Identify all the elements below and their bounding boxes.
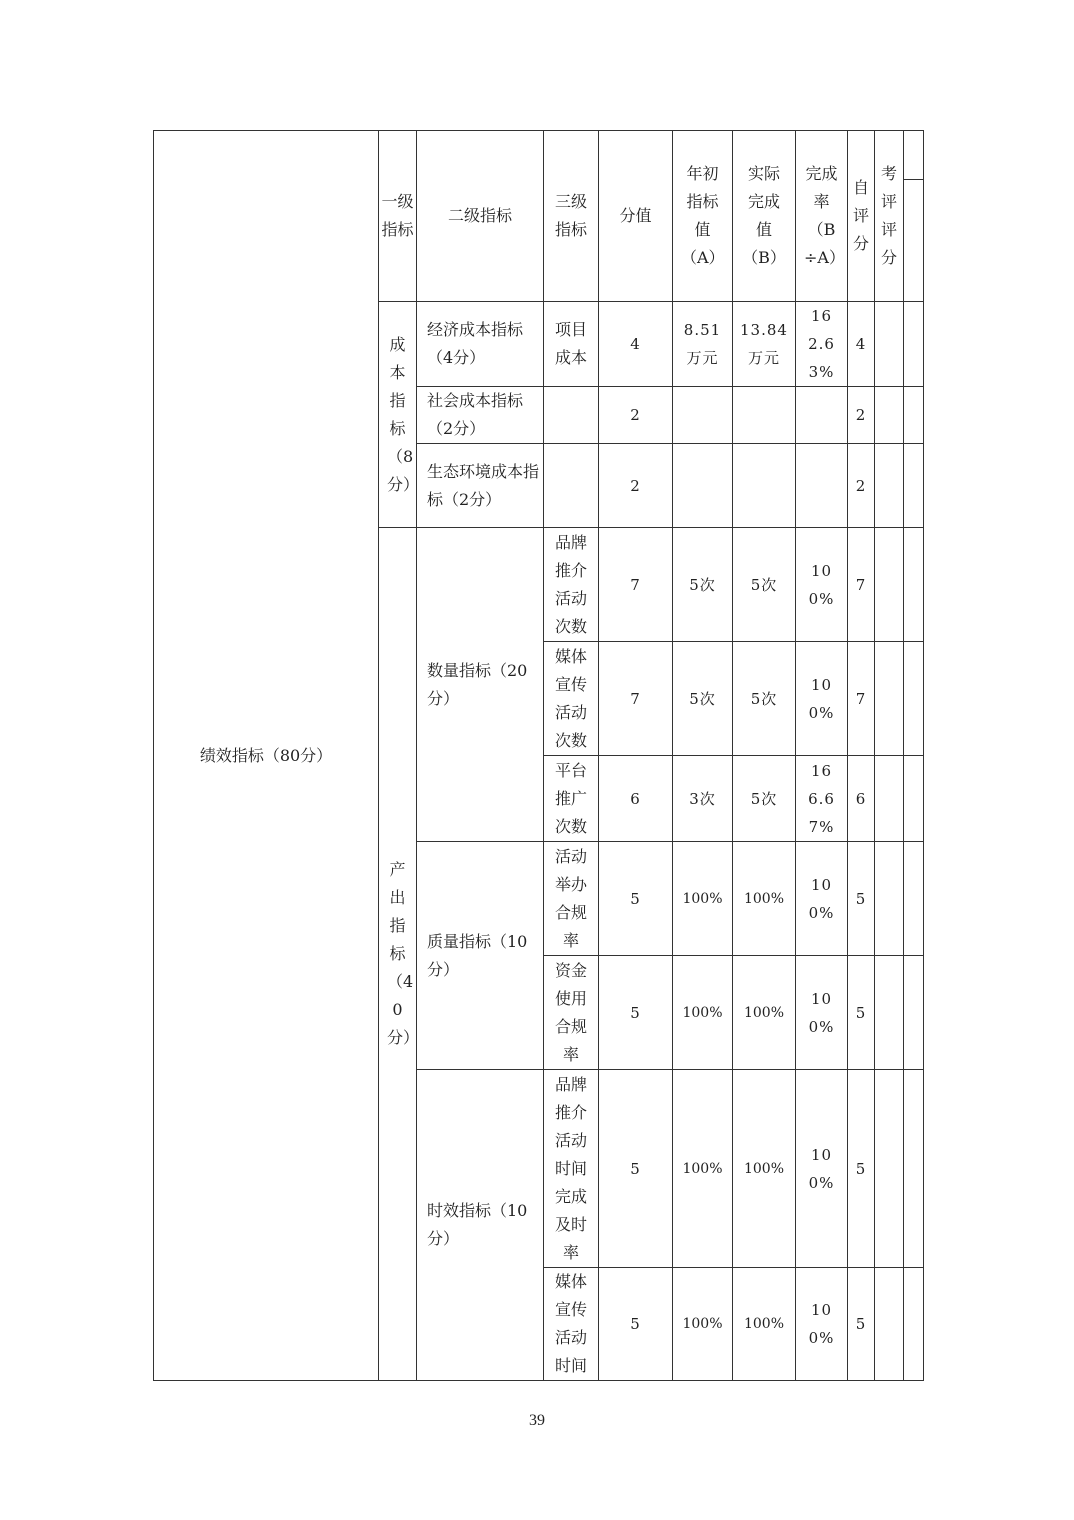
row-review-score xyxy=(875,642,904,756)
row-level3: 品牌推介活动次数 xyxy=(544,528,599,642)
row-level3: 品牌推介活动时间完成及时率 xyxy=(544,1070,599,1268)
row-self-score: 5 xyxy=(848,842,875,956)
row-self-score: 5 xyxy=(848,1268,875,1381)
row-self-score: 7 xyxy=(848,528,875,642)
row-blank xyxy=(904,387,924,444)
header-blank-cell xyxy=(904,131,924,302)
row-review-score xyxy=(875,842,904,956)
row-score: 7 xyxy=(599,642,673,756)
row-score: 5 xyxy=(599,956,673,1070)
performance-indicator-table xyxy=(153,130,924,1381)
row-blank xyxy=(904,1268,924,1381)
row-target: 3次 xyxy=(673,756,733,842)
header-target: 年初指标值（A） xyxy=(673,131,733,302)
row-self-score: 4 xyxy=(848,302,875,387)
row-score: 5 xyxy=(599,1268,673,1381)
row-actual xyxy=(733,444,796,528)
group-cost: 成本指标（8分） xyxy=(379,302,417,528)
header-rate: 完成率（B÷A） xyxy=(796,131,848,302)
row-actual xyxy=(733,387,796,444)
row-actual: 100% xyxy=(733,956,796,1070)
row-blank xyxy=(904,756,924,842)
row-score: 2 xyxy=(599,444,673,528)
row-level3: 媒体宣传活动时间 xyxy=(544,1268,599,1381)
row-self-score: 2 xyxy=(848,444,875,528)
row-target xyxy=(673,387,733,444)
row-level2: 数量指标（20分） xyxy=(417,528,544,842)
row-level3: 平台推广次数 xyxy=(544,756,599,842)
header-review-score: 考评评分 xyxy=(875,131,904,302)
row-level3 xyxy=(544,444,599,528)
row-level3: 项目成本 xyxy=(544,302,599,387)
row-actual: 100% xyxy=(733,1070,796,1268)
row-rate: 100% xyxy=(796,1070,848,1268)
row-actual: 5次 xyxy=(733,528,796,642)
row-level3: 资金使用合规率 xyxy=(544,956,599,1070)
row-level2: 社会成本指标（2分） xyxy=(417,387,544,444)
header-row xyxy=(154,131,924,302)
row-blank xyxy=(904,642,924,756)
header-actual: 实际完成值（B） xyxy=(733,131,796,302)
row-self-score: 7 xyxy=(848,642,875,756)
row-actual: 13.84万元 xyxy=(733,302,796,387)
row-review-score xyxy=(875,1268,904,1381)
row-score: 4 xyxy=(599,302,673,387)
row-rate xyxy=(796,387,848,444)
row-level2: 生态环境成本指标（2分） xyxy=(417,444,544,528)
row-score: 6 xyxy=(599,756,673,842)
row-score: 7 xyxy=(599,528,673,642)
row-review-score xyxy=(875,387,904,444)
row-self-score: 2 xyxy=(848,387,875,444)
row-target: 100% xyxy=(673,842,733,956)
header-level3: 三级指标 xyxy=(544,131,599,302)
row-target: 8.51万元 xyxy=(673,302,733,387)
header-score: 分值 xyxy=(599,131,673,302)
row-rate: 100% xyxy=(796,842,848,956)
row-level3 xyxy=(544,387,599,444)
header-self-score: 自评分 xyxy=(848,131,875,302)
row-level2: 质量指标（10分） xyxy=(417,842,544,1070)
row-rate: 100% xyxy=(796,528,848,642)
row-rate xyxy=(796,444,848,528)
row-level2: 经济成本指标（4分） xyxy=(417,302,544,387)
row-self-score: 6 xyxy=(848,756,875,842)
row-level3: 媒体宣传活动次数 xyxy=(544,642,599,756)
row-self-score: 5 xyxy=(848,1070,875,1268)
row-review-score xyxy=(875,956,904,1070)
row-actual: 5次 xyxy=(733,642,796,756)
row-score: 5 xyxy=(599,1070,673,1268)
row-review-score xyxy=(875,302,904,387)
row-score: 2 xyxy=(599,387,673,444)
row-target: 100% xyxy=(673,956,733,1070)
row-target xyxy=(673,444,733,528)
header-divider xyxy=(904,131,923,180)
section-label: 绩效指标（80分） xyxy=(154,131,379,1381)
row-blank xyxy=(904,302,924,387)
row-target: 100% xyxy=(673,1070,733,1268)
row-actual: 5次 xyxy=(733,756,796,842)
row-rate: 166.67% xyxy=(796,756,848,842)
row-actual: 100% xyxy=(733,1268,796,1381)
group-output: 产出指标（40分） xyxy=(379,528,417,1381)
row-blank xyxy=(904,1070,924,1268)
row-rate: 100% xyxy=(796,956,848,1070)
row-blank xyxy=(904,528,924,642)
row-target: 100% xyxy=(673,1268,733,1381)
header-level2: 二级指标 xyxy=(417,131,544,302)
row-level3: 活动举办合规率 xyxy=(544,842,599,956)
row-rate: 100% xyxy=(796,642,848,756)
row-blank xyxy=(904,842,924,956)
row-rate: 162.63% xyxy=(796,302,848,387)
row-review-score xyxy=(875,1070,904,1268)
row-review-score xyxy=(875,444,904,528)
row-target: 5次 xyxy=(673,528,733,642)
header-level1: 一级指标 xyxy=(379,131,417,302)
row-self-score: 5 xyxy=(848,956,875,1070)
row-review-score xyxy=(875,756,904,842)
row-blank xyxy=(904,444,924,528)
row-rate: 100% xyxy=(796,1268,848,1381)
row-blank xyxy=(904,956,924,1070)
row-score: 5 xyxy=(599,842,673,956)
row-target: 5次 xyxy=(673,642,733,756)
row-actual: 100% xyxy=(733,842,796,956)
page-number: 39 xyxy=(529,1412,545,1429)
row-review-score xyxy=(875,528,904,642)
row-level2: 时效指标（10分） xyxy=(417,1070,544,1381)
